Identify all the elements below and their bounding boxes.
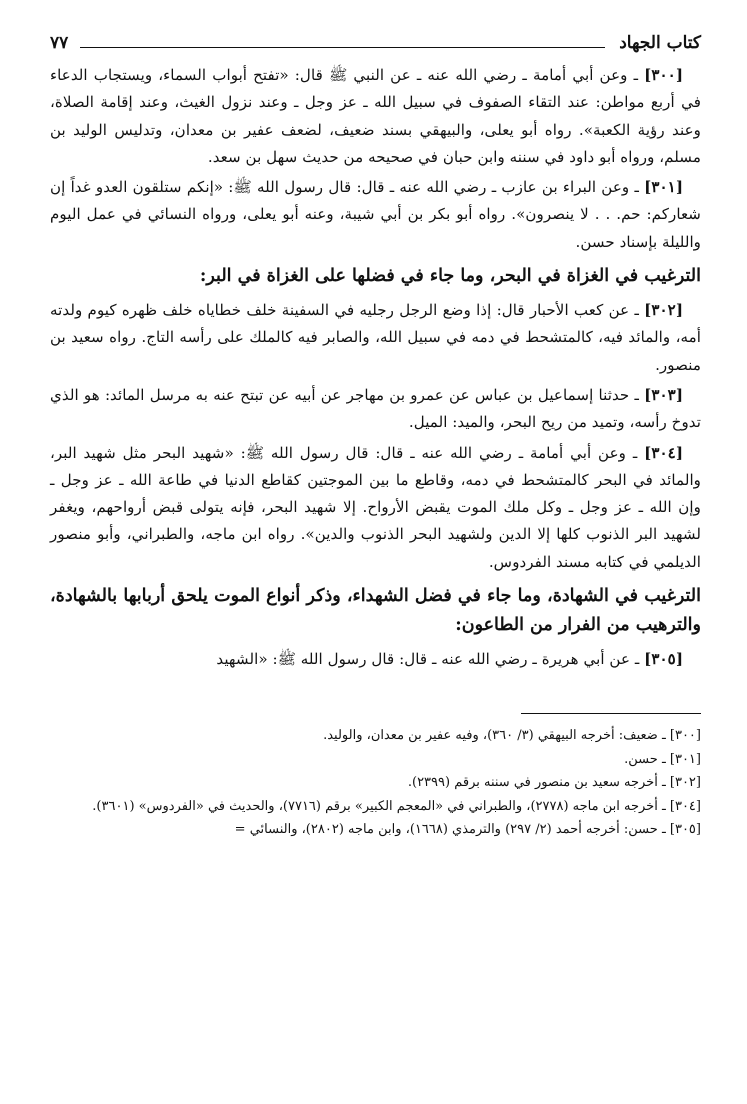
hadith-number: [٣٠١] [644, 178, 683, 197]
hadith-number: [٣٠٥] [644, 650, 683, 669]
hadith-301 [50, 174, 701, 256]
footnote-304: [٣٠٤] ـ أخرجه ابن ماجه (٢٧٧٨)، والطبراني في «المعجم الكبير» برقم (٧٧١٦)، والحديث في «الفردوس» (٣٦٠١). [92, 798, 701, 814]
hadith-text: ـ عن أبي هريرة ـ رضي الله عنه ـ قال: قال رسول الله ﷺ: «الشهيد [216, 650, 645, 669]
footnote-305: [٣٠٥] ـ حسن: أخرجه أحمد (٢/ ٢٩٧) والترمذي (١٦٦٨)، وابن ماجه (٢٨٠٢)، والنسائي = [234, 822, 701, 838]
footnote-300: [٣٠٠] ـ ضعيف: أخرجه البيهقي (٣/ ٣٦٠)، وفيه عفير بن معدان، والوليد. [323, 728, 701, 744]
hadith-text: ـ وعن أبي أمامة ـ رضي الله عنه ـ قال: قال رسول الله ﷺ: «شهيد البحر مثل شهيد البر، والمائد في البحر كالمتشحط في دمه، وقاطع ما بين الموجتين كقاطع الدنيا في طاعة الله ـ عز وجل ـ وإن الله ـ عز وجل ـ وكل ملك الموت يقبض الأرواح. إلا شهيد البحر، فإنه يتولى قبض أرواحهم، ويغفر لشهيد البر الذنوب كلها إلا الدين ولشهيد البحر الذنوب والدين». رواه ابن ماجه، والطبراني، وأبو منصور الديلمي في كتابه مسند الفردوس. [50, 443, 701, 571]
hadith-302 [50, 297, 701, 379]
page-number: ٧٧ [50, 33, 69, 53]
footnotes [50, 724, 701, 842]
hadith-305 [50, 646, 701, 673]
hadith-number: [٣٠٠] [644, 66, 683, 84]
header-rule [80, 47, 605, 48]
hadith-number: [٣٠٤] [644, 443, 683, 462]
hadith-text: ـ وعن البراء بن عازب ـ رضي الله عنه ـ قال: قال رسول الله ﷺ: «إنكم ستلقون العدو غداً إن شعاركم: حم. . . لا ينصرون». رواه أبو بكر بن أبي شيبة، وعنه أبو يعلى، ورواه النسائي في عمل اليوم والليلة بإسناد حسن. [50, 178, 701, 251]
hadith-number: [٣٠٣] [644, 385, 683, 404]
hadith-text: ـ وعن أبي أمامة ـ رضي الله عنه ـ عن النبي ﷺ قال: «تفتح أبواب السماء، ويستجاب الدعاء في أربع مواطن: عند التقاء الصفوف في سبيل الله ـ عز وجل ـ وعند نزول الغيث، وعند إقامة الصلاة، وعند رؤية الكعبة». رواه أبو يعلى، والبيهقي بسند ضعيف، لضعف عفير بن معدان، وتدليس الوليد بن مسلم، ورواه أبو داود في سننه وابن حبان في صحيحه من حديث سهل بن سعد. [50, 66, 701, 166]
hadith-text: ـ عن كعب الأحبار قال: إذا وضع الرجل رجليه في السفينة خلف خطاياه خلف ظهره كيوم ولدته أمه، والمائد فيه، كالمتشحط في دمه في سبيل الله، والصابر فيه كالملك على رأسه التاج. رواه سعيد بن منصور. [50, 301, 701, 374]
hadith-text: ـ حدثنا إسماعيل بن عباس عن عمرو بن مهاجر عن أبيه عن تبتح عنه به مرسل المائد: هو الذي تدوخ رأسه، وتميد من ريح البحر، والميد: الميل. [50, 385, 701, 432]
chapter-title: كتاب الجهاد [619, 33, 701, 53]
section-heading-sea-raids: الترغيب في الغزاة في البحر، وما جاء في فضلها على الغزاة في البر: [199, 266, 701, 287]
footnote-302: [٣٠٢] ـ أخرجه سعيد بن منصور في سننه برقم (٢٣٩٩). [407, 775, 701, 791]
hadith-304 [50, 440, 701, 576]
section-heading-martyrdom: الترغيب في الشهادة، وما جاء في فضل الشهداء، وذكر أنواع الموت يلحق أربابها بالشهادة، والترهيب من الفرار من الطاعون: [50, 586, 701, 636]
hadith-number: [٣٠٢] [644, 301, 683, 320]
hadith-303 [50, 382, 701, 437]
footnote-301: [٣٠١] ـ حسن. [624, 751, 701, 767]
running-header [50, 28, 701, 54]
footnote-separator [521, 713, 701, 714]
hadith-300 [50, 62, 701, 171]
main-text [50, 62, 701, 673]
